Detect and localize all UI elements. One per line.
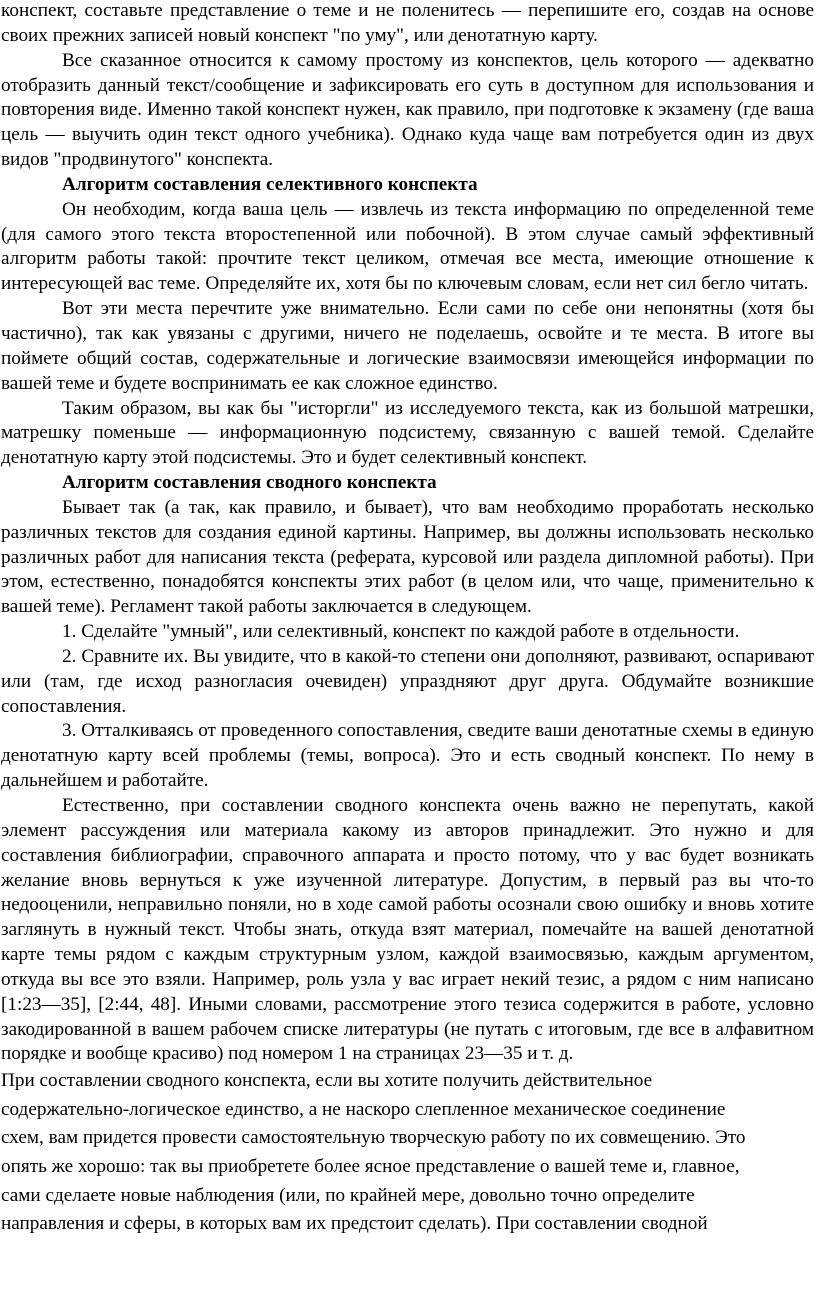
paragraph-selective-3: Таким образом, вы как бы "исторгли" из исследуемого текста, как из большой матрешки, матрешку поменьше — информационную подсистему, связанную с вашей темой. Сделайте денотатную карту этой подсистемы. Это и будет селективный конспект. <box>1 397 814 469</box>
paragraph-continuation: конспект, составьте представление о теме и не поленитесь — перепишите его, создав на основе своих прежних записей новый конспект "по уму", или денотатную карту. <box>1 0 814 46</box>
list-item-step-1: 1. Сделайте "умный", или селективный, конспект по каждой работе в отдельности. <box>62 621 740 643</box>
tail-line: При составлении сводного конспекта, если вы хотите получить действительное <box>1 1070 653 1092</box>
heading-selective-summary: Алгоритм составления селективного конспекта <box>62 173 478 195</box>
paragraph-selective-1: Он необходим, когда ваша цель — извлечь из текста информацию по определенной теме (для самого этого текста второстепенной или побочной). В этом случае самый эффективный алгоритм работы такой: прочтите текст целиком, отмечая все места, имеющие отношение к интересующей вас теме. Определяйте их, хотя бы по ключевым словам, если нет сил бегло читать. <box>1 198 814 295</box>
list-item-step-2: 2. Сравните их. Вы увидите, что в какой-то степени они дополняют, развивают, оспаривают или (там, где исход разногласия очевиден) упраздняют друг друга. Обдумайте возникшие сопоставления. <box>1 645 814 717</box>
paragraph-citation-marking: Естественно, при составлении сводного конспекта очень важно не перепутать, какой элемент рассуждения или материала какому из авторов принадлежит. Это нужно и для составления библиографии, справочного аппарата и просто потому, что у вас будет возникать желание вновь вернуться к уже изученной литературе. Допустим, в первый раз вы что-то недооценили, неправильно поняли, но в ходе самой работы осознали свою ошибку и вновь хотите заглянуть в нужный текст. Чтобы знать, откуда взят материал, помечайте на вашей денотатной карте темы рядом с каждым структурным узлом, каждой взаимосвязью, каждым аргументом, откуда вы все это взяли. Например, роль узла у вас играет некий тезис, а рядом с ним написано [1:23—35], [2:44, 48]. Иными словами, рассмотрение этого тезиса содержится в работе, условно закодированной в вашем рабочем списке литературы (не путать с итоговым, где все в алфавитном порядке и вообще красиво) под номером 1 на страницах 23—35 и т. д. <box>1 795 814 1065</box>
paragraph-selective-2: Вот эти места перечтите уже внимательно. Если сами по себе они непонятны (хотя бы частично), так как увязаны с другими, ничего не поделаешь, освойте и те места. В итоге вы поймете общий состав, содержательные и логические взаимосвязи имеющейся информации по вашей теме и будете воспринимать ее как сложное единство. <box>1 298 814 394</box>
tail-line: опять же хорошо: так вы приобретете более ясное представление о вашей теме и, главное, <box>1 1156 740 1178</box>
list-item-step-3: 3. Отталкиваясь от проведенного сопоставления, сведите ваши денотатные схемы в единую денотатную карту всей проблемы (темы, вопроса). Это и есть сводный конспект. По нему в дальнейшем и работайте. <box>1 720 814 792</box>
tail-line: схем, вам придется провести самостоятельную творческую работу по их совмещению. Это <box>1 1127 746 1149</box>
tail-line: направления и сферы, в которых вам их предстоит сделать). При составлении сводной <box>1 1213 708 1235</box>
paragraph-combined-intro: Бывает так (а так, как правило, и бывает), что вам необходимо проработать несколько различных текстов для создания единой картины. Например, вы должны использовать несколько различных работ для написания текста (реферата, курсовой или раздела дипломной работы). При этом, естественно, понадобятся конспекты этих работ (в целом или, что чаще, применительно к вашей теме). Регламент такой работы заключается в следующем. <box>1 496 814 618</box>
tail-paragraph <box>1 1067 814 1239</box>
tail-line: сами сделаете новые наблюдения (или, по крайней мере, довольно точно определите <box>1 1184 695 1206</box>
tail-line: содержательно-логическое единство, а не наскоро слепленное механическое соединение <box>1 1098 726 1120</box>
heading-combined-summary: Алгоритм составления сводного конспекта <box>62 472 437 494</box>
paragraph-simple-summary: Все сказанное относится к самому простому из конспектов, цель которого — адекватно отобразить данный текст/сообщение и зафиксировать его суть в доступном для использования и повторения виде. Именно такой конспект нужен, как правило, при подготовке к экзамену (где ваша цель — выучить один текст одного учебника). Однако куда чаще вам потребуется один из двух видов "продвинутого" конспекта. <box>1 49 814 171</box>
